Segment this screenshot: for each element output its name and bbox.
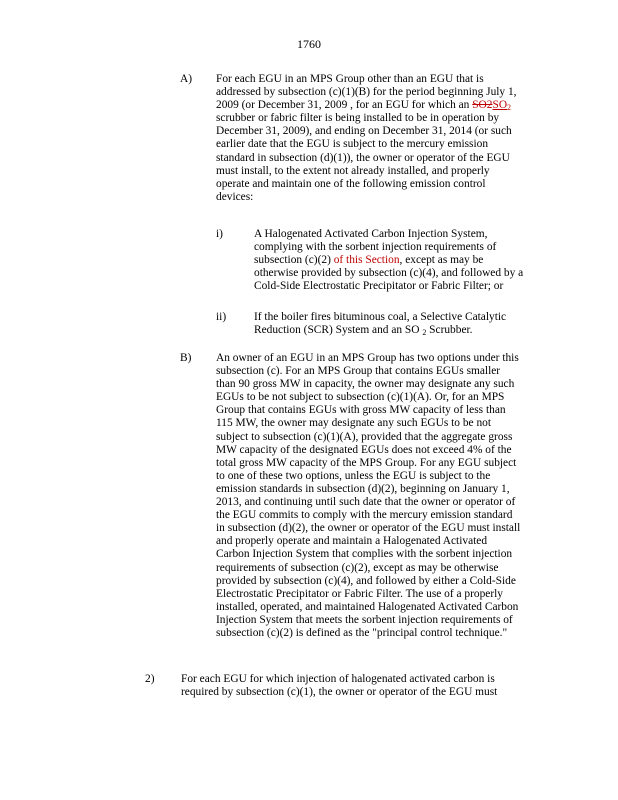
subscript: 2 <box>422 328 427 338</box>
inserted-text <box>492 99 511 111</box>
item-i-text <box>254 228 554 293</box>
item-b-line: 2013, and continuing until such date that the owner or operator of <box>216 496 516 509</box>
item-b-line: provided by subsection (c)(4), and followed by either a Cold-Side <box>216 574 516 587</box>
item-b-line: EGUs to be not subject to subsection (c)(1)(A). Or, for an MPS <box>216 391 505 404</box>
item-i-label: i) <box>216 228 223 240</box>
item-a-line: earlier date that the EGU is subject to the mercury emission <box>216 138 489 151</box>
item-i-text-run: , except as may be <box>399 254 484 267</box>
item-a-line: must install, to the extent not already installed, and properly <box>216 164 490 177</box>
item-a-line: devices: <box>216 190 254 203</box>
item-b-line: than 90 gross MW in capacity, the owner may designate any such <box>216 378 515 391</box>
item-i-line: complying with the sorbent injection requirements of <box>254 241 497 254</box>
item-b-line: emission standards in subsection (d)(2), beginning on January 1, <box>216 482 510 495</box>
item-b-line: and properly operate and maintain a Halogenated Activated <box>216 535 488 548</box>
item-b-text <box>216 352 556 640</box>
item-2-line: required by subsection (c)(1), the owner or operator of the EGU must <box>181 686 498 699</box>
item-2-label: 2) <box>145 673 155 685</box>
item-i-line <box>254 254 554 267</box>
item-b-label: B) <box>180 352 192 364</box>
deleted-text: SO2 <box>472 99 493 112</box>
item-ii-label: ii) <box>216 311 227 323</box>
item-b-line: subsection (c)(2) is defined as the "principal control technique." <box>216 626 508 639</box>
item-a-text-run: 2009 (or December 31, 2009 , <box>216 99 353 112</box>
item-b-line: Group that contains EGUs with gross MW capacity of less than <box>216 404 506 417</box>
item-i-line: Cold-Side Electrostatic Precipitator or Fabric Filter; or <box>254 280 504 293</box>
item-i-text-run: subsection (c)(2) <box>254 254 334 267</box>
inserted-text-run: SO <box>492 99 508 112</box>
item-b-line: subject to subsection (c)(1)(A), provided that the aggregate gross <box>216 430 513 443</box>
item-b-line: the EGU commits to comply with the mercury emission standard <box>216 509 513 522</box>
item-b-line: installed, operated, and maintained Halogenated Activated Carbon <box>216 600 519 613</box>
item-a-line: addressed by subsection (c)(1)(B) for the period beginning July 1, <box>216 86 517 99</box>
item-b-line: subsection (c). For an MPS Group that contains EGUs smaller <box>216 365 501 378</box>
item-ii-text-run: Reduction (SCR) System and an SO <box>254 324 423 337</box>
page-number: 1760 <box>297 37 321 51</box>
item-2-text <box>181 673 561 699</box>
item-b-line: requirements of subsection (c)(2), except as may be otherwise <box>216 561 499 574</box>
item-b-line: 115 MW, the owner may designate any such EGUs to be not <box>216 417 492 430</box>
item-a-line: operate and maintain one of the following emission control <box>216 177 486 190</box>
item-a-text-run: for an EGU for which an <box>352 99 473 112</box>
item-a-line: scrubber or fabric filter is being installed to be in operation by <box>216 112 500 125</box>
item-b-line: Injection System that meets the sorbent injection requirements of <box>216 613 513 626</box>
item-ii-text-run: Scrubber. <box>426 324 473 337</box>
item-2-line: For each EGU for which injection of halogenated activated carbon is <box>181 673 495 685</box>
item-b-line: Carbon Injection System that complies with the sorbent injection <box>216 548 513 561</box>
item-ii-line <box>254 324 554 337</box>
inserted-text: of this Section <box>333 254 400 267</box>
item-a-line: standard in subsection (d)(1)), the owner or operator of the EGU <box>216 151 510 164</box>
item-b-line: MW capacity of the designated EGUs does not exceed 4% of the <box>216 443 512 456</box>
item-b-line: in subsection (d)(2), the owner or operator of the EGU must install <box>216 522 521 535</box>
item-b-line: Electrostatic Precipitator or Fabric Filter. The use of a properly <box>216 587 503 600</box>
item-b-line: total gross MW capacity of the MPS Group. For any EGU subject <box>216 456 517 469</box>
item-i-line: A Halogenated Activated Carbon Injection System, <box>254 228 488 240</box>
item-b-line: to one of these two options, unless the EGU is subject to the <box>216 469 491 482</box>
item-i-line: otherwise provided by subsection (c)(4), and followed by a <box>254 267 524 280</box>
item-a-line: For each EGU in an MPS Group other than an EGU that is <box>216 73 484 85</box>
item-a-line: December 31, 2009), and ending on December 31, 2014 (or such <box>216 125 512 138</box>
subscript: 2 <box>507 103 512 113</box>
item-a-line <box>216 99 556 112</box>
item-ii-line: If the boiler fires bituminous coal, a Selective Catalytic <box>254 311 507 323</box>
item-a-label: A) <box>180 73 193 85</box>
item-b-line: An owner of an EGU in an MPS Group has two options under this <box>216 352 519 364</box>
item-a-text <box>216 73 556 204</box>
item-ii-text <box>254 311 554 337</box>
